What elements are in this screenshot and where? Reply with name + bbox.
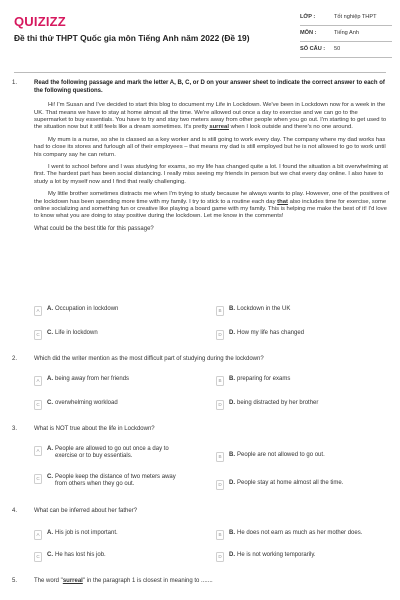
option-c[interactable] <box>34 330 185 340</box>
option-letter-box: D <box>216 400 224 410</box>
option-letter-box: D <box>216 480 224 490</box>
page-header <box>0 0 400 70</box>
option-text: being away from her friends <box>55 376 130 382</box>
option-b[interactable] <box>216 376 367 386</box>
option-letter: C. <box>47 552 53 558</box>
option-b[interactable] <box>216 452 367 462</box>
option-letter-box: C <box>34 552 42 562</box>
passage-text: also includes time for exercise, some online socializing and something fun or creative like playing a board game with my family. This is helping me make the best of it! I'd love to know what you are doing to stay positive during the lockdown. Let me know in the comments! <box>34 198 387 220</box>
header-divider <box>14 72 386 73</box>
option-letter-box: B <box>216 530 224 540</box>
option-letter: A. <box>47 376 53 382</box>
option-text: Occupation in lockdown <box>55 306 119 312</box>
option-text: People keep the distance of two meters away from others when they go out. <box>55 474 176 488</box>
option-text: People are allowed to go out once a day to exercise or to buy essentials. <box>55 446 169 460</box>
meta-count-value: 50 <box>334 46 341 52</box>
option-text: He is not working temporarily. <box>237 552 316 558</box>
question-text-part: The word " <box>34 578 63 584</box>
option-letter: D. <box>229 480 235 486</box>
underlined-word: that <box>277 198 288 205</box>
option-text: preparing for exams <box>237 376 291 382</box>
question-number: 3. <box>12 426 18 432</box>
option-text: People are not allowed to go out. <box>237 452 325 458</box>
question-number: 4. <box>12 508 18 514</box>
passage-paragraph-2: My mum is a nurse, so she is classed as a key worker and is still going to work every day. The company where my dad works has had to close its stores and furlough all of their employees – that means my dad is still employed but he is not allowed to go to work until his company say he can return. <box>34 136 386 158</box>
question-text: What is NOT true about the life in Lockdown? <box>34 426 155 432</box>
option-d[interactable] <box>216 480 367 490</box>
passage-text: My little brother sometimes distracts me when I'm trying to study because he always wants to play. However, one of the positives of the lockdown has been spending more time with my family. I try to stick to a routine each day <box>34 191 390 205</box>
option-letter: D. <box>229 400 235 406</box>
quizizz-logo: QUIZIZZ <box>14 14 66 29</box>
meta-subject-label: MÔN : <box>300 30 317 36</box>
option-text: He has lost his job. <box>55 552 106 558</box>
option-c[interactable] <box>34 474 185 489</box>
meta-count-label: SỐ CÂU : <box>300 46 326 52</box>
option-letter-box: B <box>216 452 224 462</box>
passage-paragraph-4 <box>34 191 390 221</box>
option-letter: C. <box>47 474 53 480</box>
option-text: Lockdown in the UK <box>237 306 291 312</box>
option-a[interactable] <box>34 306 185 316</box>
option-letter-box: A <box>34 446 42 456</box>
option-letter: D. <box>229 552 235 558</box>
option-letter-box: C <box>34 474 42 484</box>
option-letter-box: A <box>34 306 42 316</box>
question-text: What can be inferred about her father? <box>34 508 138 514</box>
passage-paragraph-1 <box>34 102 390 132</box>
option-letter: C. <box>47 330 53 336</box>
option-letter-box: A <box>34 376 42 386</box>
meta-class <box>300 14 392 26</box>
meta-class-label: LỚP : <box>300 14 316 20</box>
option-text: overwhelming workload <box>55 400 118 406</box>
option-letter: A. <box>47 530 53 536</box>
option-b[interactable] <box>216 530 397 540</box>
option-letter-box: B <box>216 376 224 386</box>
option-letter: B. <box>229 530 235 536</box>
option-letter: B. <box>229 452 235 458</box>
option-text: His job is not important. <box>55 530 118 536</box>
option-c[interactable] <box>34 552 185 562</box>
option-a[interactable] <box>34 376 185 386</box>
option-text: He does not earn as much as her mother does. <box>237 530 363 536</box>
option-letter-box: A <box>34 530 42 540</box>
meta-class-value: Tốt nghiệp THPT <box>334 14 377 20</box>
option-c[interactable] <box>34 400 185 410</box>
underlined-word: surreal <box>62 578 83 584</box>
option-text: Life in lockdown <box>55 330 98 336</box>
option-letter-box: C <box>34 330 42 340</box>
instruction-text: Read the following passage and mark the letter A, B, C, or D on your answer sheet to indicate the correct answer to each of the following questions. <box>34 80 385 94</box>
meta-subject-value: Tiếng Anh <box>334 30 359 36</box>
option-letter: B. <box>229 376 235 382</box>
option-d[interactable] <box>216 552 367 562</box>
option-b[interactable] <box>216 306 367 316</box>
option-letter-box: D <box>216 552 224 562</box>
option-d[interactable] <box>216 330 367 340</box>
option-letter: A. <box>47 306 53 312</box>
reading-passage <box>34 102 390 221</box>
passage-text: when I look outside and there's no one around. <box>228 124 353 131</box>
passage-text: Hi! I'm Susan and I've decided to start this blog to document my Life in Lockdown. We've been in Lockdown now for a week in the UK. That means we have to stay at home almost all the time. We're allowed out once a day to exercise and we can go to the supermarket to buy essentials. You have to try and stay two meters away from other people when you go out. I'm starting to get used to the situation now but it still feels like a dream sometimes. It's pretty <box>34 102 387 131</box>
option-a[interactable] <box>34 446 185 461</box>
option-letter-box: C <box>34 400 42 410</box>
underlined-word: surreal <box>209 124 229 131</box>
option-letter: B. <box>229 306 235 312</box>
option-text: People stay at home almost all the time. <box>237 480 344 486</box>
question-text: What could be the best title for this passage? <box>34 225 154 232</box>
document-title: Đề thi thử THPT Quốc gia môn Tiếng Anh năm 2022 (Đề 19) <box>14 33 250 43</box>
option-d[interactable] <box>216 400 367 410</box>
question-number: 2. <box>12 356 18 362</box>
question-text-part: " in the paragraph 1 is closest in meaning to ....... <box>82 578 213 584</box>
question-text: Which did the writer mention as the most difficult part of studying during the lockdown? <box>34 356 264 362</box>
meta-panel <box>300 14 392 62</box>
option-letter-box: D <box>216 330 224 340</box>
option-letter: A. <box>47 446 53 452</box>
option-text: being distracted by her brother <box>237 400 319 406</box>
passage-paragraph-3: I went to school before and I was studying for exams, so my life has changed quite a lot. I found the situation a bit overwhelming at first. The hardest part has been social distancing. I really miss seeing my friends in person but we chat every day online. I also have to study a lot by myself now and I find that really challenging. <box>34 164 388 185</box>
question-number: 1. <box>12 80 18 86</box>
question-text <box>34 578 390 586</box>
question-number: 5. <box>12 578 18 584</box>
option-a[interactable] <box>34 530 185 540</box>
option-letter: C. <box>47 400 53 406</box>
option-text: How my life has changed <box>237 330 305 336</box>
option-letter: D. <box>229 330 235 336</box>
meta-subject <box>300 30 392 42</box>
meta-count <box>300 46 392 58</box>
option-letter-box: B <box>216 306 224 316</box>
